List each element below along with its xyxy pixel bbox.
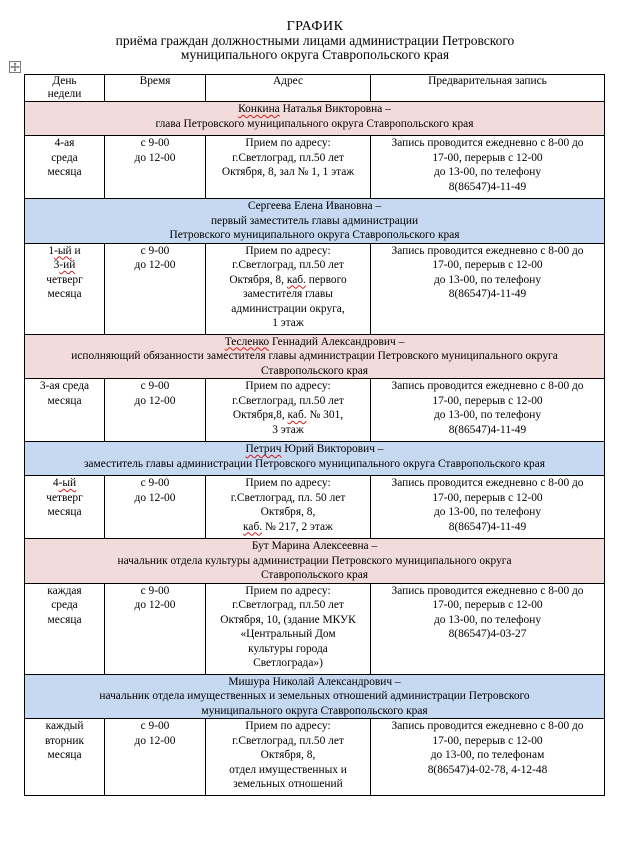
official-surname: Конкина — [238, 103, 280, 115]
booking-cell-line: до 13-00, по телефону — [433, 613, 542, 626]
time-cell-line: до 12-00 — [134, 259, 176, 271]
header-booking: Предварительная запись — [371, 75, 605, 102]
day-cell-line: месяца — [47, 749, 82, 761]
official-position: первый заместитель главы администрации — [210, 214, 419, 227]
booking-cell-line: до 13-00, по телефону — [433, 409, 542, 421]
address-cell-line: «Центральный Дом — [240, 628, 336, 640]
day-cell — [25, 476, 105, 539]
official-position: Ставропольского края — [260, 569, 369, 581]
address-cell-line: администрации округа, — [231, 302, 345, 315]
table-row — [25, 379, 605, 442]
day-cell-line: месяца — [47, 288, 82, 300]
address-cell — [206, 476, 371, 539]
address-cell-line: г.Светлоград, пл.50 лет — [232, 599, 344, 611]
header-address: Адрес — [206, 75, 371, 102]
booking-cell-line: Запись проводится ежедневно с 8-00 до — [391, 137, 584, 149]
official-heading — [25, 102, 605, 136]
spellcheck-flag: каб. — [287, 409, 307, 421]
official-position: Петровского муниципального округа Ставропольского края — [169, 229, 460, 241]
address-cell — [206, 719, 371, 796]
official-heading — [25, 199, 605, 244]
day-cell — [25, 583, 105, 674]
spellcheck-flag: -ый — [54, 244, 72, 257]
booking-cell-line: до 13-00, по телефону — [433, 506, 542, 518]
address-cell-line: Октября, 8, — [260, 749, 316, 761]
table-header-row — [25, 75, 605, 102]
official-heading-row — [25, 674, 605, 719]
address-cell-line: Октября, 10, (здание МКУК — [220, 613, 356, 626]
header-time: Время — [105, 75, 206, 102]
booking-cell — [371, 476, 605, 539]
booking-cell-line: до 13-00, по телефонам — [430, 749, 545, 761]
booking-cell-line: 8(86547)4-11-49 — [448, 180, 527, 193]
spellcheck-flag: -ый — [58, 477, 77, 489]
day-cell-line: 3-ая среда — [39, 380, 90, 392]
day-cell — [25, 243, 105, 334]
booking-cell-line: Запись проводится ежедневно с 8-00 до — [391, 477, 584, 489]
booking-cell — [371, 379, 605, 442]
address-cell-line: отдел имущественных и — [229, 763, 347, 776]
booking-cell-line: до 13-00, по телефону — [433, 166, 542, 178]
header-day-of-week-line: День — [52, 75, 77, 87]
address-cell-line: г.Светлоград, пл.50 лет — [232, 151, 344, 164]
time-cell-line: с 9-00 — [140, 137, 170, 149]
day-cell-line: 3-ий — [53, 259, 76, 271]
address-cell — [206, 379, 371, 442]
booking-cell-line: 17-00, перерыв с 12-00 — [432, 599, 543, 611]
official-name: Мишура Николай Александрович – — [228, 675, 401, 688]
official-name: Сергеева Елена Ивановна – — [247, 200, 382, 212]
booking-cell-line: Запись проводится ежедневно с 8-00 до — [391, 720, 584, 732]
time-cell-line: до 12-00 — [134, 734, 176, 747]
time-cell-line: с 9-00 — [140, 720, 170, 732]
time-cell — [105, 476, 206, 539]
day-cell-line: месяца — [47, 506, 82, 518]
address-cell-line: 1 этаж — [272, 317, 304, 329]
header-day-of-week-line: недели — [47, 88, 82, 100]
address-cell-line: г.Светлоград, пл.50 лет — [232, 259, 344, 271]
address-cell-line: земельных отношений — [233, 778, 343, 790]
day-cell-line: 1-ый и — [48, 244, 81, 257]
time-cell-line: с 9-00 — [140, 584, 170, 597]
address-cell-line: 3 этаж — [272, 423, 304, 436]
day-cell-line: среда — [51, 599, 78, 611]
official-heading-row — [25, 539, 605, 584]
official-position: муниципального округа Ставропольского края — [201, 704, 428, 717]
booking-cell-line: Запись проводится ежедневно с 8-00 до — [391, 244, 584, 257]
address-cell-line: каб. № 217, 2 этаж — [243, 520, 333, 533]
official-name: Петрич Юрий Викторович – — [245, 443, 384, 455]
official-heading — [25, 674, 605, 719]
booking-cell-line: Запись проводится ежедневно с 8-00 до — [391, 380, 584, 392]
address-cell-line: г.Светлоград, пл.50 лет — [232, 394, 344, 407]
official-heading-row — [25, 102, 605, 136]
official-heading-row — [25, 334, 605, 379]
address-cell-line: Прием по адресу: — [245, 137, 331, 149]
time-cell-line: с 9-00 — [140, 477, 170, 489]
official-position: начальник отдела имущественных и земельных отношений администрации Петровского — [99, 690, 530, 702]
address-cell-line: Октября, 8, — [260, 506, 316, 518]
official-heading-row — [25, 442, 605, 476]
booking-cell — [371, 136, 605, 199]
address-cell-line: Светлограда») — [253, 657, 323, 669]
time-cell — [105, 379, 206, 442]
booking-cell-line: 8(86547)4-11-49 — [448, 288, 527, 300]
time-cell — [105, 136, 206, 199]
address-cell-line: Прием по адресу: — [245, 477, 331, 489]
booking-cell-line: Запись проводится ежедневно с 8-00 до — [391, 584, 584, 597]
day-cell-line: месяца — [47, 166, 82, 178]
reception-schedule-table — [24, 74, 605, 796]
header-day-of-week — [25, 75, 105, 102]
address-cell — [206, 243, 371, 334]
day-cell-line: 4-ый — [52, 477, 77, 489]
booking-cell-line: 17-00, перерыв с 12-00 — [432, 151, 543, 164]
spellcheck-flag: каб. — [286, 273, 306, 286]
booking-cell — [371, 243, 605, 334]
day-cell-line: 4-ая — [54, 137, 75, 149]
address-cell-line: г.Светлоград, пл.50 лет — [232, 734, 344, 747]
address-cell-line: Октября,8, каб. № 301, — [232, 409, 344, 421]
official-name: Бут Марина Алексеевна – — [251, 540, 378, 552]
day-cell — [25, 379, 105, 442]
booking-cell — [371, 583, 605, 674]
official-surname: Тесленко — [224, 335, 270, 348]
spellcheck-flag: -ий — [59, 259, 76, 271]
booking-cell-line: 17-00, перерыв с 12-00 — [432, 259, 543, 271]
address-cell-line: культуры города — [248, 642, 328, 655]
official-position: исполняющий обязанности заместителя главы администрации Петровского муниципального округа — [71, 350, 558, 362]
spellcheck-flag: каб. — [243, 520, 263, 533]
official-name: Конкина Наталья Викторовна – — [238, 103, 391, 115]
booking-cell-line: 8(86547)4-03-27 — [448, 628, 527, 640]
booking-cell-line: до 13-00, по телефону — [433, 273, 542, 286]
address-cell-line: Октября, 8, зал № 1, 1 этаж — [221, 166, 355, 178]
address-cell-line: Октября, 8, каб. первого — [229, 273, 347, 286]
address-cell — [206, 136, 371, 199]
time-cell-line: до 12-00 — [134, 151, 176, 164]
table-row — [25, 583, 605, 674]
official-heading — [25, 539, 605, 584]
booking-cell-line: 8(86547)4-11-49 — [448, 520, 527, 533]
table-row — [25, 136, 605, 199]
time-cell-line: до 12-00 — [134, 394, 176, 407]
booking-cell-line: 8(86547)4-02-78, 4-12-48 — [427, 763, 548, 776]
day-cell-line: каждая — [47, 584, 82, 597]
address-cell-line: Прием по адресу: — [245, 720, 331, 732]
address-cell-line: Прием по адресу: — [245, 244, 331, 257]
address-cell-line: заместителя главы — [243, 288, 333, 300]
document-subtitle-line-1: приёма граждан должностными лицами администрации Петровского — [115, 33, 515, 48]
day-cell-line: месяца — [47, 394, 82, 407]
table-row — [25, 243, 605, 334]
day-cell — [25, 136, 105, 199]
time-cell — [105, 719, 206, 796]
booking-cell-line: 8(86547)4-11-49 — [448, 423, 527, 436]
booking-cell-line: 17-00, перерыв с 12-00 — [432, 394, 543, 407]
table-row — [25, 719, 605, 796]
day-cell-line: каждый — [45, 720, 84, 732]
day-cell-line: среда — [51, 151, 78, 164]
table-row — [25, 476, 605, 539]
official-heading-row — [25, 199, 605, 244]
time-cell-line: до 12-00 — [134, 599, 176, 611]
official-surname: Петрич — [245, 443, 282, 455]
address-cell-line: Прием по адресу: — [245, 584, 331, 597]
booking-cell-line: 17-00, перерыв с 12-00 — [432, 734, 543, 747]
booking-cell-line: 17-00, перерыв с 12-00 — [432, 491, 543, 504]
booking-cell — [371, 719, 605, 796]
document-subtitle-line-2: муниципального округа Ставропольского края — [180, 47, 450, 62]
address-cell-line: г.Светлоград, пл. 50 лет — [230, 491, 346, 504]
day-cell-line: четверг — [46, 273, 83, 286]
official-position: глава Петровского муниципального округа Ставропольского края — [155, 117, 474, 130]
day-cell-line: месяца — [47, 613, 82, 626]
time-cell-line: с 9-00 — [140, 380, 170, 392]
document-title: ГРАФИК — [286, 19, 344, 34]
day-cell — [25, 719, 105, 796]
address-cell — [206, 583, 371, 674]
time-cell — [105, 243, 206, 334]
day-cell-line: вторник — [44, 734, 85, 747]
time-cell-line: до 12-00 — [134, 491, 176, 504]
official-name: Тесленко Геннадий Александрович – — [224, 335, 405, 348]
day-cell-line: четверг — [46, 491, 83, 504]
official-position: начальник отдела культуры администрации Петровского муниципального округа — [117, 554, 512, 567]
time-cell — [105, 583, 206, 674]
official-position: заместитель главы администрации Петровского муниципального округа Ставропольского края — [83, 457, 546, 470]
official-heading — [25, 334, 605, 379]
time-cell-line: с 9-00 — [140, 244, 170, 257]
document-title-block — [0, 20, 630, 62]
official-position: Ставропольского края — [260, 364, 369, 377]
move-handle-icon[interactable] — [9, 61, 21, 73]
address-cell-line: Прием по адресу: — [245, 380, 331, 392]
official-heading — [25, 442, 605, 476]
